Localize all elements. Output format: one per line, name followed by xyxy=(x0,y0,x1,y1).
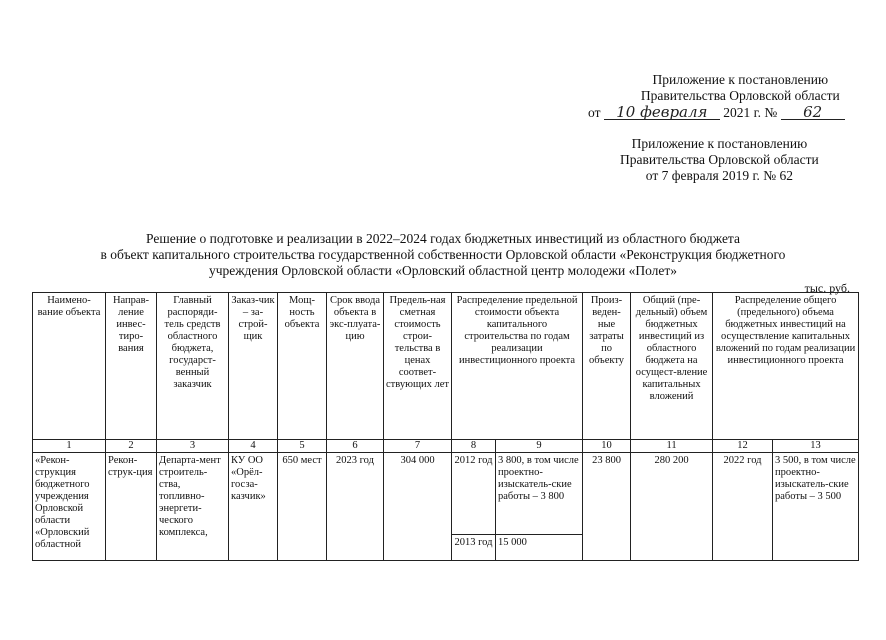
col-num-11: 11 xyxy=(631,440,713,453)
cell-amount-2012: 3 800, в том числе проектно-изыскатель-ские работы – 3 800 xyxy=(496,453,583,535)
header-incurred-costs: Произ-веден-ные затраты по объекту xyxy=(583,293,631,440)
col-num-10: 10 xyxy=(583,440,631,453)
prev-line-3: от 7 февраля 2019 г. № 62 xyxy=(645,168,793,183)
header-customer-developer: Заказ-чик – за-строй-щик xyxy=(229,293,278,440)
cell-investment-amount: 3 500, в том числе проектно-изыскатель-ские работы – 3 500 xyxy=(773,453,859,561)
cell-object-name: «Рекон-струкция бюджетного учреждения Орловской области «Орловский областной xyxy=(33,453,106,561)
approval-header xyxy=(588,72,845,121)
title-line-1: Решение о подготовке и реализации в 2022–2024 годах бюджетных инвестиций из областного бюджета xyxy=(146,231,740,246)
investment-table xyxy=(32,292,859,561)
prev-line-2: Правительства Орловской области xyxy=(620,152,819,167)
header-main-manager: Главный распоряди-тель средств областного бюджета, государст-венный заказчик xyxy=(157,293,229,440)
header-total-investment: Общий (пре-дельный) объем бюджетных инвестиций из областного бюджета на осущест-вление капитальных вложений xyxy=(631,293,713,440)
header-object-name: Наимено-вание объекта xyxy=(33,293,106,440)
cell-capacity: 650 мест xyxy=(278,453,327,561)
column-number-row xyxy=(33,440,859,453)
units-label: тыс. руб. xyxy=(804,281,850,295)
cell-customer-developer: КУ ОО «Орёл-госза-казчик» xyxy=(229,453,278,561)
title-line-2: в объект капитального строительства государственной собственности Орловской области «Реконструкция бюджетного xyxy=(100,247,786,262)
table-header-row xyxy=(33,293,859,440)
cell-max-cost: 304 000 xyxy=(384,453,452,561)
prev-line-1: Приложение к постановлению xyxy=(631,136,808,151)
header-cost-distribution: Распределение предельной стоимости объекта капитального строительства по годам реализации инвестиционного проекта xyxy=(452,293,583,440)
from-label: от xyxy=(588,105,601,120)
col-num-1: 1 xyxy=(33,440,106,453)
handwritten-date: 10 февраля xyxy=(604,105,720,120)
col-num-13: 13 xyxy=(773,440,859,453)
col-num-2: 2 xyxy=(106,440,157,453)
col-num-6: 6 xyxy=(327,440,384,453)
col-num-8: 8 xyxy=(452,440,496,453)
table-row xyxy=(33,453,859,535)
cell-total-investment: 280 200 xyxy=(631,453,713,561)
cell-commissioning-term: 2023 год xyxy=(327,453,384,561)
approval-line-2: Правительства Орловской области xyxy=(640,88,840,103)
handwritten-number: 62 xyxy=(781,105,845,120)
cell-year-2013: 2013 год xyxy=(452,535,496,561)
previous-approval-header xyxy=(620,136,819,184)
cell-incurred-costs: 23 800 xyxy=(583,453,631,561)
cell-amount-2013: 15 000 xyxy=(496,535,583,561)
header-commissioning-term: Срок ввода объекта в экс-плуата-цию xyxy=(327,293,384,440)
col-num-3: 3 xyxy=(157,440,229,453)
col-num-5: 5 xyxy=(278,440,327,453)
header-capacity: Мощ-ность объекта xyxy=(278,293,327,440)
col-num-7: 7 xyxy=(384,440,452,453)
header-max-cost: Предель-ная сметная стоимость строи-тельства в ценах соответ-ствующих лет xyxy=(384,293,452,440)
header-investment-distribution: Распределение общего (предельного) объема бюджетных инвестиций на осуществление капитальных вложений по годам реализации инвестиционного проекта xyxy=(713,293,859,440)
title-line-3: учреждения Орловской области «Орловский областной центр молодежи «Полет» xyxy=(208,263,678,278)
document-title xyxy=(0,231,886,279)
cell-main-manager: Департа-мент строитель-ства, топливно-энергети-ческого комплекса, xyxy=(157,453,229,561)
col-num-12: 12 xyxy=(713,440,773,453)
cell-year-2012: 2012 год xyxy=(452,453,496,535)
cell-investment-year: 2022 год xyxy=(713,453,773,561)
header-direction: Направ-ление инвес-тиро-вания xyxy=(106,293,157,440)
approval-line-1: Приложение к постановлению xyxy=(652,72,829,87)
approval-date-line xyxy=(588,105,845,121)
col-num-4: 4 xyxy=(229,440,278,453)
cell-direction: Рекон-струк-ция xyxy=(106,453,157,561)
col-num-9: 9 xyxy=(496,440,583,453)
year-number-label: 2021 г. № xyxy=(723,105,778,120)
